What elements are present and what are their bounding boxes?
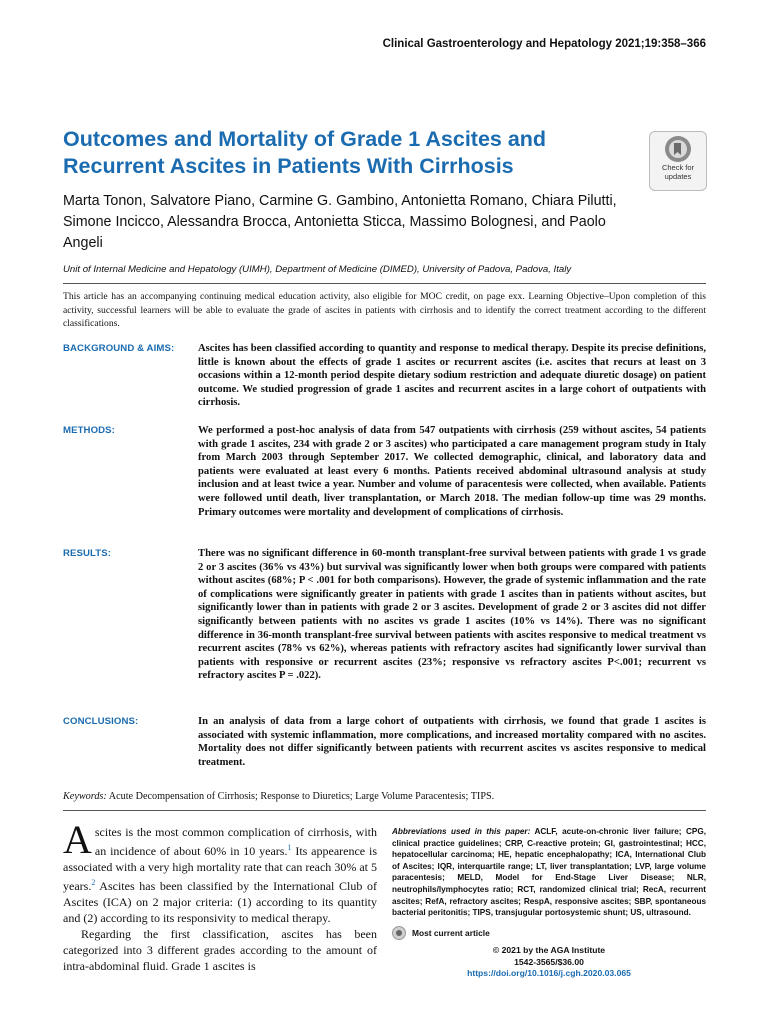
abstract-results-label: RESULTS:	[63, 548, 112, 559]
drop-cap: A	[63, 817, 92, 862]
body-p1-part-b: Its appearence is associated with a very high mortality rate that can reach 30% at 5 years.	[63, 844, 377, 893]
affiliation: Unit of Internal Medicine and Hepatology (UIMH), Department of Medicine (DIMED), University of Padova, Padova, Italy	[63, 264, 572, 275]
body-p1-part-c: Ascites has been classified by the International Club of Ascites (ICA) on 2 major criteria: (1) according to its quantity and (2) according to its responsivity to medical therapy.	[63, 879, 377, 925]
body-text-column	[63, 817, 377, 974]
abbreviations-text: ACLF, acute-on-chronic liver failure; CPG, clinical practice guidelines; CRP, C-reactive protein; GI, gastrointestinal; HCC, hepatocellular carcinoma; HE, hepatic encephalopathy; ICA, International Club of Ascites; IQR, interquartile range; LT, liver transplantation; LVP, large volume paracentesis; MELD, Model for End-Stage Liver Disease; NLR, neutrophils/lymphocytes ratio; RCT, randomized clinical trial; RecA, recurrent ascites; RefA, refractory ascites; RespA, responsive ascites; SBP, spontaneous bacterial peritonitis; TIPS, transjugular portosystemic shunt; US, ultrasound.	[392, 827, 706, 918]
keywords-text: Acute Decompensation of Cirrhosis; Response to Diuretics; Large Volume Paracentesis; TIPS.	[108, 791, 495, 802]
abstract-results-text: There was no significant difference in 60-month transplant-free survival between patients with grade 1 vs grade 2 or 3 ascites (36% vs 43%) but survival was significantly lower when both groups were compared with patients without ascites (68%; P < .001 for both comparisons). However, the grade of systemic inflammation and the rate of complications were significantly greater in patients with grade 1 ascites than in patients without ascites, but significantly lower than in patients with grade 2 or 3 ascites. Development of grade 2 or 3 ascites did not differ significantly between patients with no ascites vs grade 1 ascites (10% vs 14%). There was no significant difference in 36-month transplant-free survival between patients with ascites responsive to medical treatment vs recurrent ascites (78% vs 62%), whereas patients with refractory ascites had significantly lower survival than patients with responsive or recurrent ascites (23%; responsive vs refractory ascites P<.001; recurrent vs refractory ascites P = .022).	[198, 548, 706, 682]
doi-link[interactable]: https://doi.org/10.1016/j.cgh.2020.03.065	[467, 968, 631, 978]
check-updates-icon	[664, 135, 692, 163]
check-updates-line2: updates	[664, 171, 692, 181]
copyright-block	[392, 945, 706, 980]
reference-link-2[interactable]: 2	[91, 878, 96, 887]
abstract-background-text: Ascites has been classified according to quantity and response to medical therapy. Despite its precise definitions, little is known about the effects of grade 1 ascites or recurrent ascites (i.e. ascites that recurs at least on 3 occasions within a 12-month period despite dietary sodium restriction and adequate diuretic dosage) on patient outcome. We studied progression of grade 1 ascites and recurrent ascites in a large cohort of outpatients with cirrhosis.	[198, 343, 706, 409]
author-list: Marta Tonon, Salvatore Piano, Carmine G. Gambino, Antonietta Romano, Chiara Pilutti, Simone Incicco, Alessandra Brocca, Antonietta Sticca, Massimo Bolognesi, and Paolo Angeli	[63, 193, 617, 252]
current-article-icon	[392, 926, 406, 940]
keywords	[63, 791, 706, 802]
abstract-background-label: BACKGROUND & AIMS:	[63, 343, 175, 354]
abstract-methods-label: METHODS:	[63, 425, 115, 436]
divider-top	[63, 283, 706, 284]
current-article-note	[392, 926, 490, 940]
article-title: Outcomes and Mortality of Grade 1 Ascites and Recurrent Ascites in Patients With Cirrhosis	[63, 127, 547, 178]
reference-link-1[interactable]: 1	[287, 843, 292, 852]
body-paragraph-2: Regarding the first classification, ascites has been categorized into 3 different grades according to the amount of intra-abdominal fluid. Grade 1 ascites is	[63, 927, 377, 973]
current-article-label: Most current article	[412, 928, 490, 938]
keywords-label: Keywords:	[63, 791, 107, 802]
check-for-updates-badge[interactable]	[649, 131, 707, 191]
check-updates-line1: Check for	[661, 163, 695, 172]
cme-note: This article has an accompanying continuing medical education activity, also eligible for MOC credit, on page exx. Learning Objective–Upon completion of this activity, successful learners will be able to evaluate the grade of ascites in patients with cirrhosis and to identify the correct treatment according to the different classifications.	[63, 291, 706, 329]
abstract-conclusions-label: CONCLUSIONS:	[63, 716, 139, 727]
abbreviations-lead: Abbreviations used in this paper:	[392, 827, 531, 836]
issn-price-line: 1542-3565/$36.00	[514, 956, 584, 967]
journal-header: Clinical Gastroenterology and Hepatology 2021;19:358–366	[382, 38, 706, 50]
body-p1-part-a: scites is the most common complication of cirrhosis, with an incidence of about 60% in 10 years.	[94, 825, 377, 858]
copyright-line: © 2021 by the AGA Institute	[492, 945, 606, 955]
abbreviations-box	[392, 826, 706, 919]
abstract-methods-text: We performed a post-hoc analysis of data from 547 outpatients with cirrhosis (259 without ascites, 54 patients with grade 1 ascites, 234 with grade 2 or 3 ascites) who participated a care management program study in Italy from March 2003 through September 2017. We collected demographic, clinical, and laboratory data and patients were evaluated at least every 6 months. Patients received abdominal ultrasound analysis at study inclusion and at least twice a year. Number and volume of paracentesis were collected, when available. Patients were followed until death, liver transplantation, or March 2018. The median follow-up time was 29 months. Primary outcomes were mortality and development of complications of cirrhosis.	[198, 425, 706, 518]
abstract-conclusions-text: In an analysis of data from a large cohort of outpatients with cirrhosis, we found that grade 1 ascites is associated with systemic inflammation, more complications, and increased mortality compared with no ascites. Mortality does not differ significantly between patients with recurrent ascites vs ascites responsive to medical treatment.	[198, 716, 706, 768]
divider-bottom	[63, 810, 706, 811]
body-paragraph-1	[63, 817, 377, 926]
